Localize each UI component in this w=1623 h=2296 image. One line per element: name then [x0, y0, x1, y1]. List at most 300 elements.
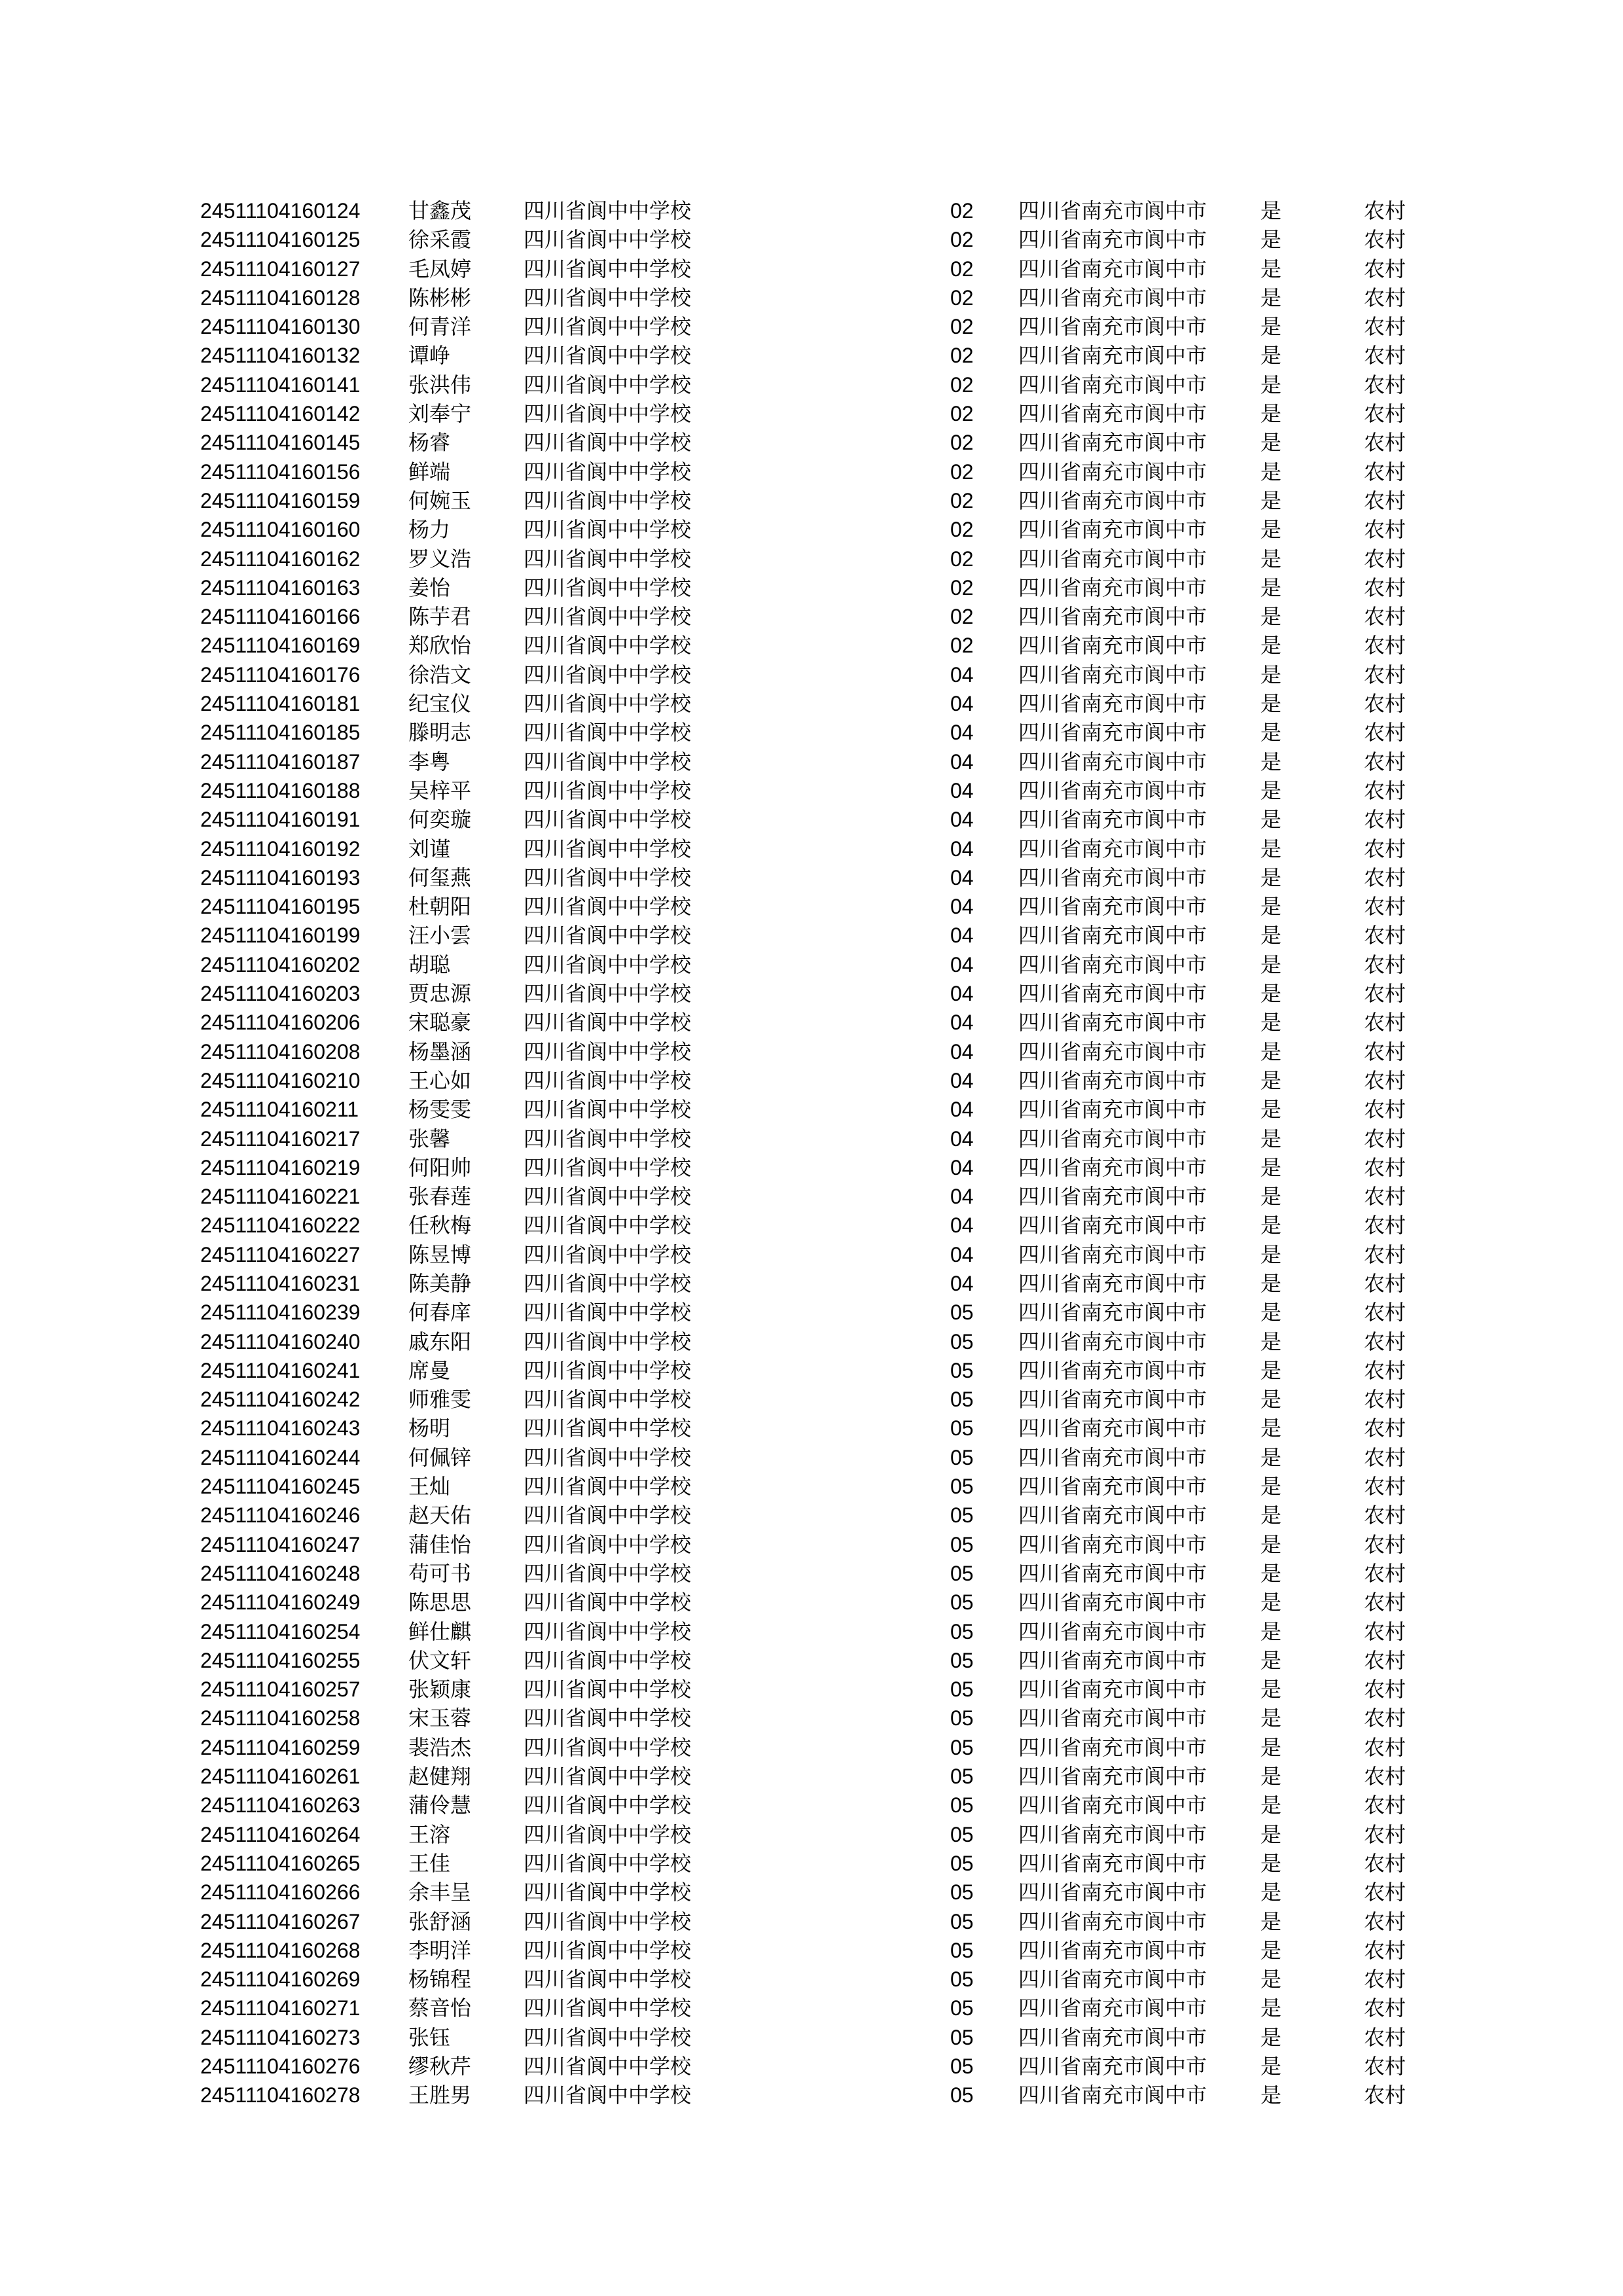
address-cell: 四川省南充市阆中市 — [1018, 1039, 1207, 1064]
student-name-cell: 郑欣怡 — [408, 633, 472, 658]
student-id-cell: 24511104160268 — [200, 1938, 361, 1962]
flag-cell: 是 — [1260, 517, 1282, 543]
flag-cell: 是 — [1260, 1357, 1282, 1383]
school-cell: 四川省阆中中学校 — [524, 1213, 692, 1238]
class-code-cell: 04 — [950, 1271, 974, 1295]
student-id-cell: 24511104160257 — [200, 1677, 361, 1702]
student-id-cell: 24511104160125 — [200, 228, 361, 252]
area-type-cell: 农村 — [1364, 1937, 1406, 1963]
student-name-cell: 何婉玉 — [408, 488, 472, 513]
student-id-cell: 24511104160265 — [200, 1851, 361, 1875]
student-name-cell: 陈美静 — [408, 1270, 472, 1296]
area-type-cell: 农村 — [1364, 1039, 1406, 1064]
table-row — [0, 1153, 1623, 1182]
area-type-cell: 农村 — [1364, 1067, 1406, 1093]
flag-cell: 是 — [1260, 1387, 1282, 1412]
address-cell: 四川省南充市阆中市 — [1018, 1590, 1207, 1615]
school-cell: 四川省阆中中学校 — [524, 314, 692, 340]
flag-cell: 是 — [1260, 1909, 1282, 1934]
address-cell: 四川省南充市阆中市 — [1018, 1909, 1207, 1934]
school-cell: 四川省阆中中学校 — [524, 1387, 692, 1412]
student-name-cell: 宋玉蓉 — [408, 1706, 472, 1731]
area-type-cell: 农村 — [1364, 372, 1406, 397]
class-code-cell: 04 — [950, 808, 974, 832]
flag-cell: 是 — [1260, 372, 1282, 397]
student-name-cell: 汪小雲 — [408, 923, 472, 948]
table-row — [0, 1095, 1623, 1124]
address-cell: 四川省南充市阆中市 — [1018, 1647, 1207, 1673]
table-row — [0, 921, 1623, 950]
class-code-cell: 05 — [950, 1329, 974, 1354]
school-cell: 四川省阆中中学校 — [524, 227, 692, 253]
class-code-cell: 05 — [950, 2054, 974, 2078]
flag-cell: 是 — [1260, 633, 1282, 658]
flag-cell: 是 — [1260, 865, 1282, 890]
school-cell: 四川省阆中中学校 — [524, 459, 692, 484]
student-id-cell: 24511104160254 — [200, 1619, 361, 1643]
student-name-cell: 杨锦程 — [408, 1967, 472, 1992]
area-type-cell: 农村 — [1364, 488, 1406, 513]
class-code-cell: 02 — [950, 344, 974, 368]
class-code-cell: 05 — [950, 1445, 974, 1469]
student-name-cell: 蒲佳怡 — [408, 1532, 472, 1557]
student-name-cell: 滕明志 — [408, 720, 472, 745]
address-cell: 四川省南充市阆中市 — [1018, 430, 1207, 456]
school-cell: 四川省阆中中学校 — [524, 1126, 692, 1151]
flag-cell: 是 — [1260, 343, 1282, 368]
table-row — [0, 1646, 1623, 1675]
address-cell: 四川省南充市阆中市 — [1018, 1067, 1207, 1093]
flag-cell: 是 — [1260, 2054, 1282, 2079]
flag-cell: 是 — [1260, 749, 1282, 774]
school-cell: 四川省阆中中学校 — [524, 1764, 692, 1789]
class-code-cell: 05 — [950, 1822, 974, 1846]
table-row — [0, 1704, 1623, 1732]
table-row — [0, 1994, 1623, 2022]
class-code-cell: 05 — [950, 2083, 974, 2108]
student-name-cell: 杨力 — [408, 517, 451, 543]
flag-cell: 是 — [1260, 1155, 1282, 1180]
school-cell: 四川省阆中中学校 — [524, 894, 692, 920]
address-cell: 四川省南充市阆中市 — [1018, 1821, 1207, 1847]
flag-cell: 是 — [1260, 894, 1282, 920]
address-cell: 四川省南充市阆中市 — [1018, 488, 1207, 513]
student-name-cell: 胡聪 — [408, 952, 451, 977]
area-type-cell: 农村 — [1364, 2024, 1406, 2050]
student-name-cell: 师雅雯 — [408, 1387, 472, 1412]
table-row — [0, 341, 1623, 370]
student-id-cell: 24511104160185 — [200, 721, 361, 745]
area-type-cell: 农村 — [1364, 1184, 1406, 1210]
address-cell: 四川省南充市阆中市 — [1018, 1850, 1207, 1876]
student-name-cell: 杨睿 — [408, 430, 451, 456]
student-id-cell: 24511104160241 — [200, 1358, 361, 1382]
student-name-cell: 缪秋芹 — [408, 2054, 472, 2079]
area-type-cell: 农村 — [1364, 1444, 1406, 1470]
area-type-cell: 农村 — [1364, 633, 1406, 658]
flag-cell: 是 — [1260, 923, 1282, 948]
class-code-cell: 02 — [950, 315, 974, 339]
student-id-cell: 24511104160127 — [200, 257, 361, 281]
area-type-cell: 农村 — [1364, 720, 1406, 745]
address-cell: 四川省南充市阆中市 — [1018, 836, 1207, 861]
school-cell: 四川省阆中中学校 — [524, 1242, 692, 1267]
address-cell: 四川省南充市阆中市 — [1018, 198, 1207, 223]
class-code-cell: 05 — [950, 1967, 974, 1992]
area-type-cell: 农村 — [1364, 198, 1406, 223]
student-id-cell: 24511104160261 — [200, 1765, 361, 1789]
class-code-cell: 04 — [950, 1155, 974, 1179]
table-row — [0, 1356, 1623, 1385]
area-type-cell: 农村 — [1364, 691, 1406, 717]
school-cell: 四川省阆中中学校 — [524, 517, 692, 543]
student-id-cell: 24511104160141 — [200, 372, 361, 397]
table-row — [0, 1385, 1623, 1414]
student-name-cell: 何佩锌 — [408, 1444, 472, 1470]
school-cell: 四川省阆中中学校 — [524, 1937, 692, 1963]
area-type-cell: 农村 — [1364, 662, 1406, 687]
class-code-cell: 02 — [950, 199, 974, 223]
flag-cell: 是 — [1260, 1416, 1282, 1441]
class-code-cell: 02 — [950, 402, 974, 426]
school-cell: 四川省阆中中学校 — [524, 1184, 692, 1210]
address-cell: 四川省南充市阆中市 — [1018, 1734, 1207, 1760]
flag-cell: 是 — [1260, 256, 1282, 281]
flag-cell: 是 — [1260, 1010, 1282, 1035]
school-cell: 四川省阆中中学校 — [524, 778, 692, 803]
school-cell: 四川省阆中中学校 — [524, 923, 692, 948]
table-row — [0, 1907, 1623, 1936]
school-cell: 四川省阆中中学校 — [524, 1850, 692, 1876]
student-name-cell: 贾忠源 — [408, 981, 472, 1007]
class-code-cell: 02 — [950, 634, 974, 658]
student-id-cell: 24511104160267 — [200, 1909, 361, 1933]
address-cell: 四川省南充市阆中市 — [1018, 1242, 1207, 1267]
table-row — [0, 1443, 1623, 1472]
table-row — [0, 399, 1623, 428]
area-type-cell: 农村 — [1364, 1416, 1406, 1441]
flag-cell: 是 — [1260, 1590, 1282, 1615]
flag-cell: 是 — [1260, 1850, 1282, 1876]
flag-cell: 是 — [1260, 1821, 1282, 1847]
flag-cell: 是 — [1260, 2024, 1282, 2050]
class-code-cell: 02 — [950, 285, 974, 310]
address-cell: 四川省南充市阆中市 — [1018, 981, 1207, 1007]
school-cell: 四川省阆中中学校 — [524, 1706, 692, 1731]
area-type-cell: 农村 — [1364, 1764, 1406, 1789]
student-id-cell: 24511104160240 — [200, 1329, 361, 1354]
student-name-cell: 蒲伶慧 — [408, 1793, 472, 1818]
student-id-cell: 24511104160187 — [200, 749, 361, 774]
area-type-cell: 农村 — [1364, 1270, 1406, 1296]
student-name-cell: 伏文轩 — [408, 1647, 472, 1673]
table-row — [0, 1182, 1623, 1211]
address-cell: 四川省南充市阆中市 — [1018, 517, 1207, 543]
class-code-cell: 02 — [950, 605, 974, 629]
table-row — [0, 1936, 1623, 1965]
address-cell: 四川省南充市阆中市 — [1018, 952, 1207, 977]
flag-cell: 是 — [1260, 198, 1282, 223]
flag-cell: 是 — [1260, 430, 1282, 456]
area-type-cell: 农村 — [1364, 1880, 1406, 1905]
school-cell: 四川省阆中中学校 — [524, 836, 692, 861]
flag-cell: 是 — [1260, 1967, 1282, 1992]
address-cell: 四川省南充市阆中市 — [1018, 865, 1207, 890]
table-row — [0, 1965, 1623, 1994]
student-id-cell: 24511104160247 — [200, 1532, 361, 1556]
school-cell: 四川省阆中中学校 — [524, 1647, 692, 1673]
area-type-cell: 农村 — [1364, 952, 1406, 977]
school-cell: 四川省阆中中学校 — [524, 1967, 692, 1992]
area-type-cell: 农村 — [1364, 749, 1406, 774]
area-type-cell: 农村 — [1364, 1155, 1406, 1180]
area-type-cell: 农村 — [1364, 1734, 1406, 1760]
area-type-cell: 农村 — [1364, 1097, 1406, 1122]
class-code-cell: 02 — [950, 575, 974, 600]
address-cell: 四川省南充市阆中市 — [1018, 1010, 1207, 1035]
school-cell: 四川省阆中中学校 — [524, 1909, 692, 1934]
table-row — [0, 1414, 1623, 1443]
area-type-cell: 农村 — [1364, 1503, 1406, 1528]
table-row — [0, 602, 1623, 631]
address-cell: 四川省南充市阆中市 — [1018, 778, 1207, 803]
student-name-cell: 刘谨 — [408, 836, 451, 861]
flag-cell: 是 — [1260, 836, 1282, 861]
student-name-cell: 张春莲 — [408, 1184, 472, 1210]
student-id-cell: 24511104160255 — [200, 1648, 361, 1672]
student-name-cell: 徐浩文 — [408, 662, 472, 687]
area-type-cell: 农村 — [1364, 1300, 1406, 1325]
area-type-cell: 农村 — [1364, 430, 1406, 456]
flag-cell: 是 — [1260, 546, 1282, 571]
table-row — [0, 1849, 1623, 1878]
table-row — [0, 834, 1623, 863]
flag-cell: 是 — [1260, 778, 1282, 803]
table-row — [0, 370, 1623, 399]
address-cell: 四川省南充市阆中市 — [1018, 1793, 1207, 1818]
school-cell: 四川省阆中中学校 — [524, 1097, 692, 1122]
student-name-cell: 陈思思 — [408, 1590, 472, 1615]
address-cell: 四川省南充市阆中市 — [1018, 1329, 1207, 1354]
address-cell: 四川省南充市阆中市 — [1018, 633, 1207, 658]
school-cell: 四川省阆中中学校 — [524, 1039, 692, 1064]
class-code-cell: 04 — [950, 1126, 974, 1151]
flag-cell: 是 — [1260, 285, 1282, 310]
student-id-cell: 24511104160231 — [200, 1271, 361, 1295]
class-code-cell: 02 — [950, 431, 974, 455]
student-name-cell: 何阳帅 — [408, 1155, 472, 1180]
area-type-cell: 农村 — [1364, 459, 1406, 484]
address-cell: 四川省南充市阆中市 — [1018, 720, 1207, 745]
table-row — [0, 1124, 1623, 1153]
class-code-cell: 05 — [950, 1590, 974, 1615]
table-row — [0, 1298, 1623, 1327]
flag-cell: 是 — [1260, 1184, 1282, 1210]
school-cell: 四川省阆中中学校 — [524, 807, 692, 833]
table-row — [0, 1066, 1623, 1095]
student-id-cell: 24511104160169 — [200, 634, 361, 658]
flag-cell: 是 — [1260, 1444, 1282, 1470]
table-row — [0, 950, 1623, 979]
student-id-cell: 24511104160128 — [200, 285, 361, 310]
class-code-cell: 04 — [950, 865, 974, 889]
student-name-cell: 张洪伟 — [408, 372, 472, 397]
student-id-cell: 24511104160132 — [200, 344, 361, 368]
address-cell: 四川省南充市阆中市 — [1018, 1300, 1207, 1325]
area-type-cell: 农村 — [1364, 1996, 1406, 2021]
student-id-cell: 24511104160245 — [200, 1475, 361, 1499]
address-cell: 四川省南充市阆中市 — [1018, 662, 1207, 687]
class-code-cell: 05 — [950, 1938, 974, 1962]
flag-cell: 是 — [1260, 1764, 1282, 1789]
student-name-cell: 何春庠 — [408, 1300, 472, 1325]
class-code-cell: 05 — [950, 1532, 974, 1556]
school-cell: 四川省阆中中学校 — [524, 981, 692, 1007]
area-type-cell: 农村 — [1364, 546, 1406, 571]
school-cell: 四川省阆中中学校 — [524, 343, 692, 368]
student-name-cell: 张馨 — [408, 1126, 451, 1151]
flag-cell: 是 — [1260, 604, 1282, 630]
student-name-cell: 赵天佑 — [408, 1503, 472, 1528]
table-row — [0, 1530, 1623, 1559]
area-type-cell: 农村 — [1364, 923, 1406, 948]
table-row — [0, 428, 1623, 457]
address-cell: 四川省南充市阆中市 — [1018, 1996, 1207, 2021]
flag-cell: 是 — [1260, 1270, 1282, 1296]
student-name-cell: 张舒涵 — [408, 1909, 472, 1934]
student-name-cell: 何奕璇 — [408, 807, 472, 833]
flag-cell: 是 — [1260, 401, 1282, 427]
class-code-cell: 05 — [950, 1648, 974, 1672]
address-cell: 四川省南充市阆中市 — [1018, 1619, 1207, 1644]
class-code-cell: 02 — [950, 488, 974, 512]
class-code-cell: 05 — [950, 2025, 974, 2049]
school-cell: 四川省阆中中学校 — [524, 575, 692, 600]
table-row — [0, 486, 1623, 515]
student-name-cell: 刘奉宁 — [408, 401, 472, 427]
school-cell: 四川省阆中中学校 — [524, 604, 692, 630]
address-cell: 四川省南充市阆中市 — [1018, 1097, 1207, 1122]
area-type-cell: 农村 — [1364, 836, 1406, 861]
area-type-cell: 农村 — [1364, 1706, 1406, 1731]
table-row — [0, 1791, 1623, 1820]
flag-cell: 是 — [1260, 1677, 1282, 1702]
table-row — [0, 225, 1623, 254]
flag-cell: 是 — [1260, 2083, 1282, 2108]
student-name-cell: 李明洋 — [408, 1937, 472, 1963]
student-id-cell: 24511104160263 — [200, 1793, 361, 1818]
school-cell: 四川省阆中中学校 — [524, 285, 692, 310]
area-type-cell: 农村 — [1364, 1590, 1406, 1615]
flag-cell: 是 — [1260, 1996, 1282, 2021]
school-cell: 四川省阆中中学校 — [524, 430, 692, 456]
school-cell: 四川省阆中中学校 — [524, 662, 692, 687]
student-name-cell: 杜朝阳 — [408, 894, 472, 920]
area-type-cell: 农村 — [1364, 227, 1406, 253]
address-cell: 四川省南充市阆中市 — [1018, 1967, 1207, 1992]
class-code-cell: 05 — [950, 1358, 974, 1382]
table-row — [0, 283, 1623, 312]
school-cell: 四川省阆中中学校 — [524, 1067, 692, 1093]
class-code-cell: 05 — [950, 1561, 974, 1585]
flag-cell: 是 — [1260, 981, 1282, 1007]
student-name-cell: 苟可书 — [408, 1560, 472, 1586]
area-type-cell: 农村 — [1364, 1357, 1406, 1383]
address-cell: 四川省南充市阆中市 — [1018, 1126, 1207, 1151]
table-row — [0, 776, 1623, 805]
student-name-cell: 吴梓平 — [408, 778, 472, 803]
area-type-cell: 农村 — [1364, 1647, 1406, 1673]
flag-cell: 是 — [1260, 1242, 1282, 1267]
address-cell: 四川省南充市阆中市 — [1018, 2024, 1207, 2050]
student-id-cell: 24511104160206 — [200, 1011, 361, 1035]
student-id-cell: 24511104160202 — [200, 952, 361, 977]
student-table — [0, 196, 1623, 2110]
table-row — [0, 1037, 1623, 1066]
address-cell: 四川省南充市阆中市 — [1018, 256, 1207, 281]
area-type-cell: 农村 — [1364, 1619, 1406, 1644]
school-cell: 四川省阆中中学校 — [524, 2054, 692, 2079]
student-name-cell: 戚东阳 — [408, 1329, 472, 1354]
class-code-cell: 05 — [950, 1706, 974, 1731]
student-name-cell: 任秋梅 — [408, 1213, 472, 1238]
table-row — [0, 1559, 1623, 1588]
school-cell: 四川省阆中中学校 — [524, 1532, 692, 1557]
address-cell: 四川省南充市阆中市 — [1018, 749, 1207, 774]
school-cell: 四川省阆中中学校 — [524, 1677, 692, 1702]
school-cell: 四川省阆中中学校 — [524, 1474, 692, 1499]
student-id-cell: 24511104160259 — [200, 1735, 361, 1759]
class-code-cell: 02 — [950, 228, 974, 252]
flag-cell: 是 — [1260, 1706, 1282, 1731]
student-name-cell: 罗义浩 — [408, 546, 472, 571]
student-name-cell: 鲜端 — [408, 459, 451, 484]
address-cell: 四川省南充市阆中市 — [1018, 894, 1207, 920]
school-cell: 四川省阆中中学校 — [524, 1821, 692, 1847]
class-code-cell: 05 — [950, 1909, 974, 1933]
school-cell: 四川省阆中中学校 — [524, 1357, 692, 1383]
school-cell: 四川省阆中中学校 — [524, 372, 692, 397]
class-code-cell: 02 — [950, 518, 974, 542]
student-id-cell: 24511104160222 — [200, 1213, 361, 1238]
address-cell: 四川省南充市阆中市 — [1018, 1503, 1207, 1528]
school-cell: 四川省阆中中学校 — [524, 1503, 692, 1528]
school-cell: 四川省阆中中学校 — [524, 1416, 692, 1441]
table-row — [0, 1269, 1623, 1298]
area-type-cell: 农村 — [1364, 256, 1406, 281]
address-cell: 四川省南充市阆中市 — [1018, 2054, 1207, 2079]
area-type-cell: 农村 — [1364, 1010, 1406, 1035]
table-row — [0, 545, 1623, 573]
address-cell: 四川省南充市阆中市 — [1018, 604, 1207, 630]
class-code-cell: 04 — [950, 662, 974, 687]
area-type-cell: 农村 — [1364, 981, 1406, 1007]
area-type-cell: 农村 — [1364, 1532, 1406, 1557]
table-row — [0, 1762, 1623, 1791]
address-cell: 四川省南充市阆中市 — [1018, 1677, 1207, 1702]
class-code-cell: 05 — [950, 1765, 974, 1789]
area-type-cell: 农村 — [1364, 517, 1406, 543]
student-id-cell: 24511104160181 — [200, 692, 361, 716]
student-name-cell: 毛凤婷 — [408, 256, 472, 281]
area-type-cell: 农村 — [1364, 894, 1406, 920]
area-type-cell: 农村 — [1364, 1126, 1406, 1151]
class-code-cell: 05 — [950, 1503, 974, 1528]
student-id-cell: 24511104160242 — [200, 1388, 361, 1412]
school-cell: 四川省阆中中学校 — [524, 1619, 692, 1644]
student-name-cell: 李粤 — [408, 749, 451, 774]
flag-cell: 是 — [1260, 488, 1282, 513]
